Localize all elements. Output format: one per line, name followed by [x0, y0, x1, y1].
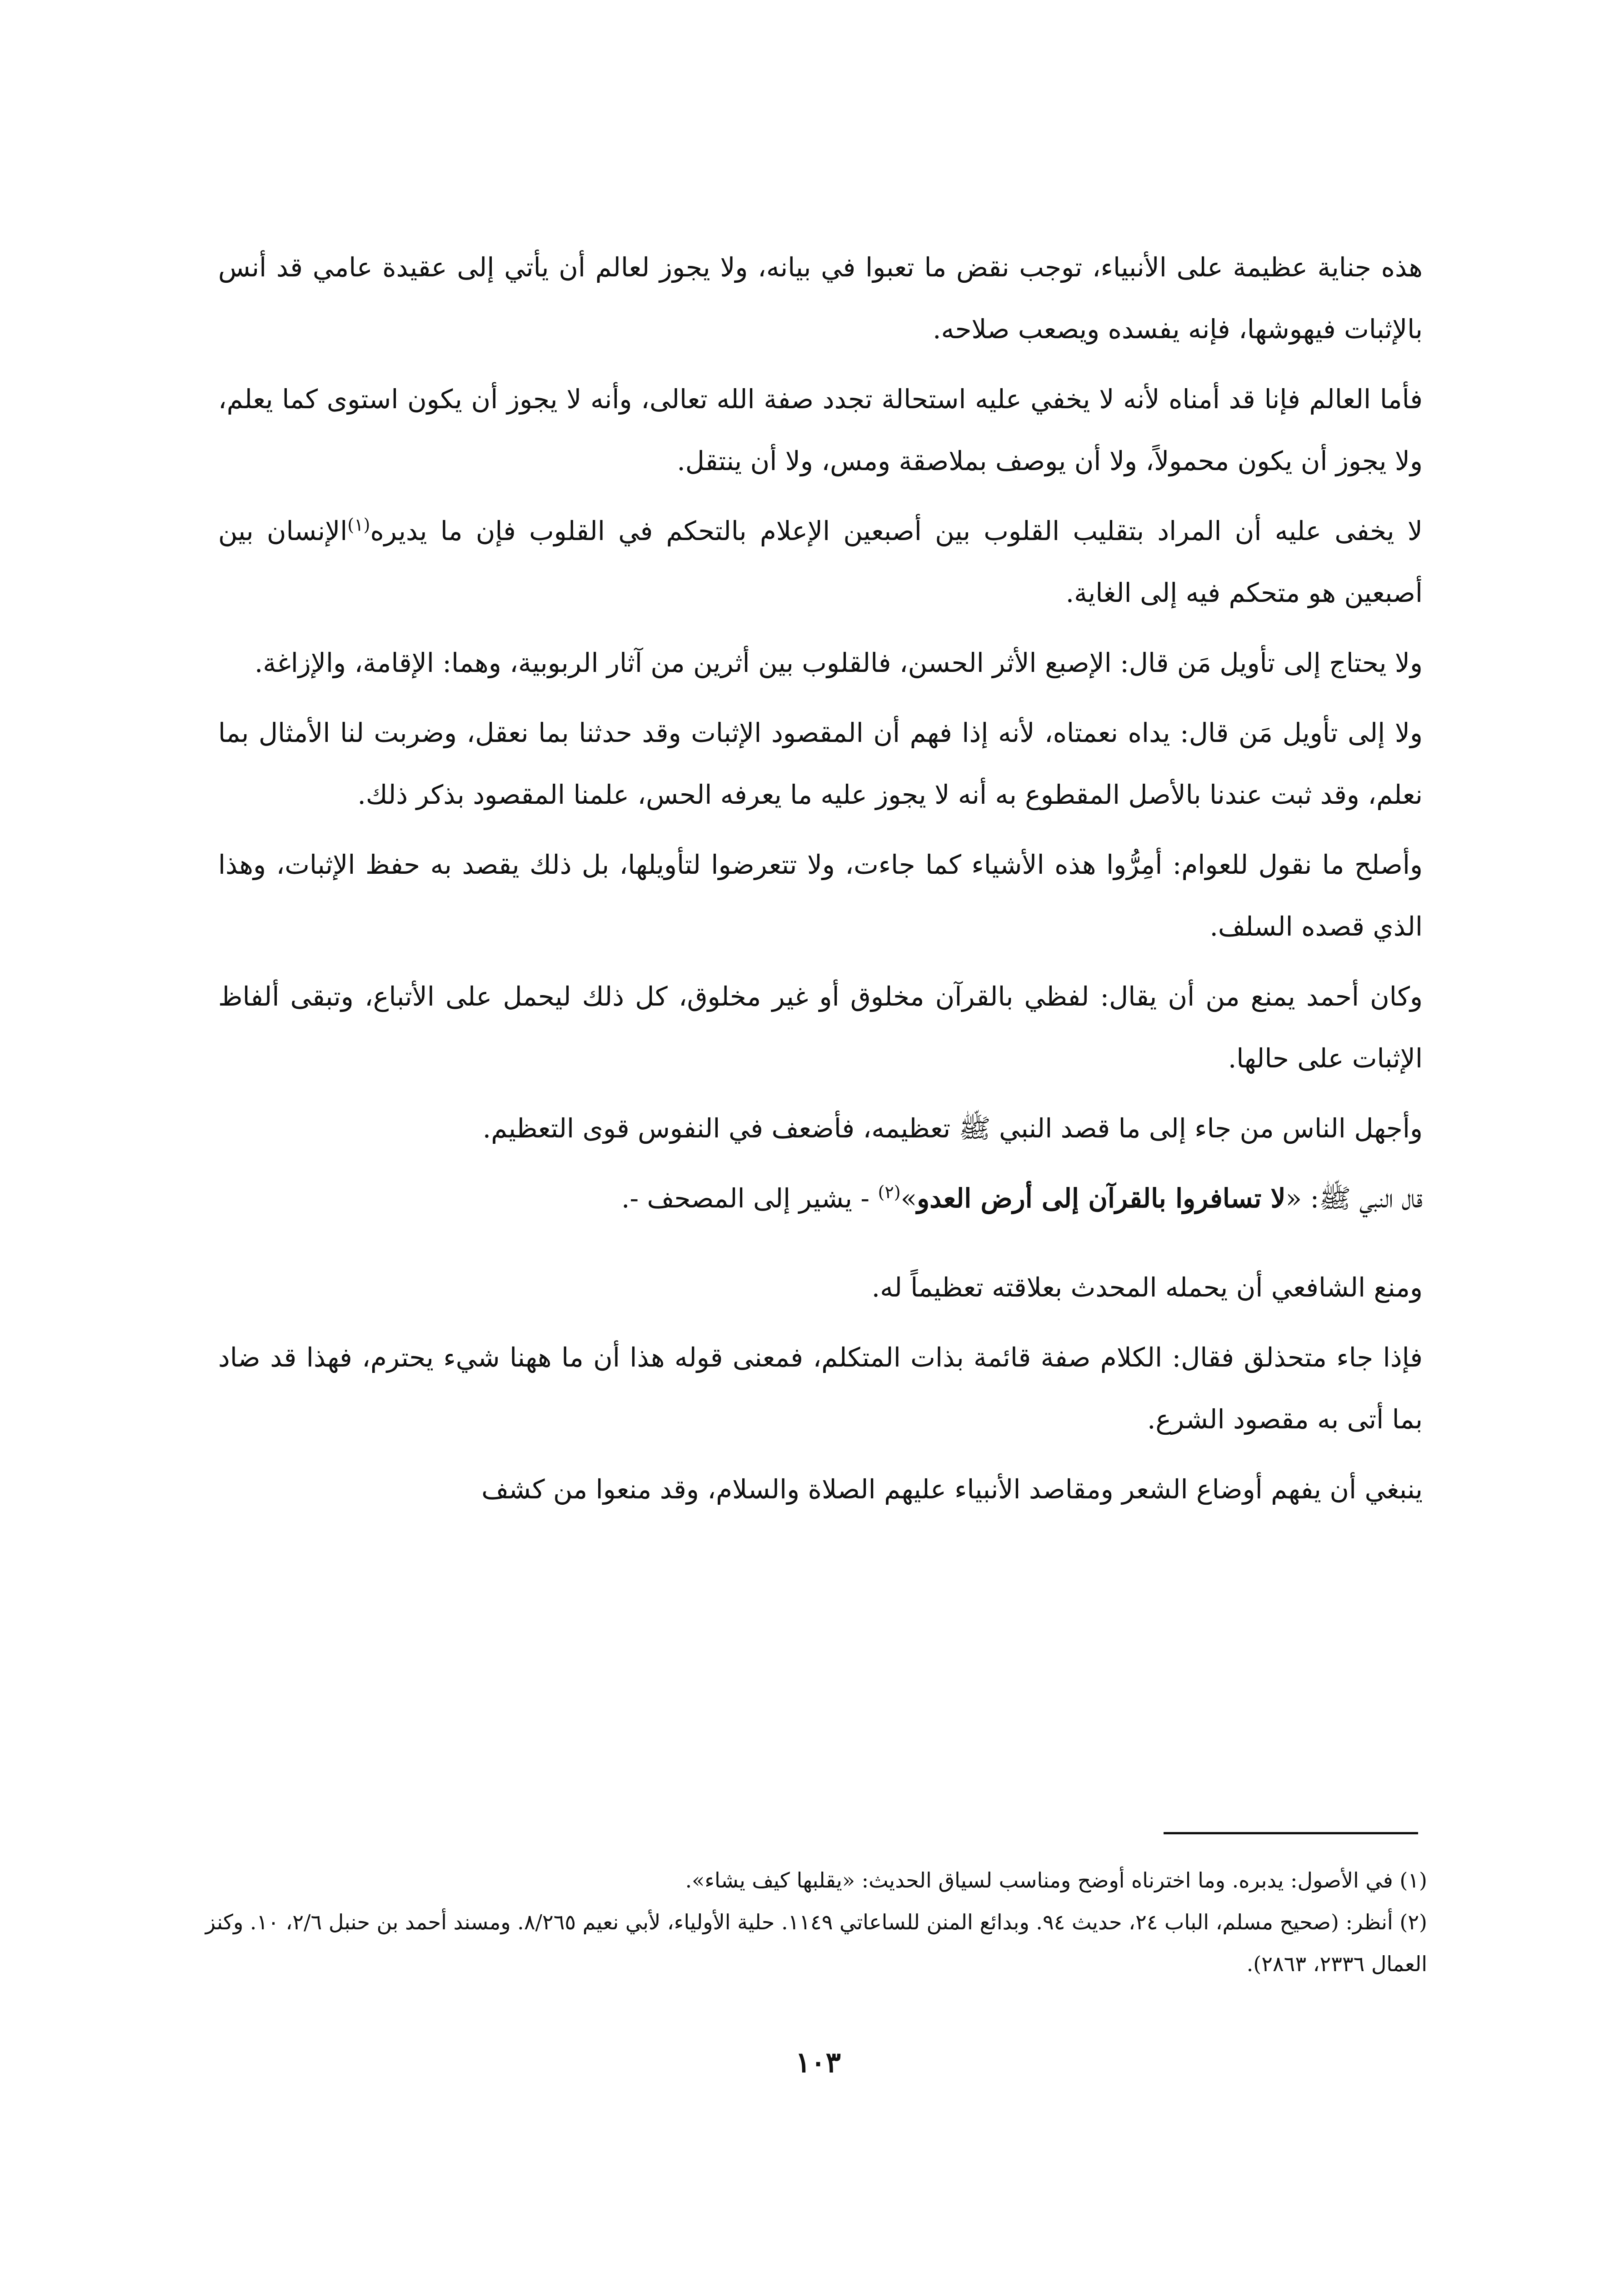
paragraph-9-text: قال النبي ﷺ: «	[1285, 1183, 1423, 1214]
paragraph-12-text: ينبغي أن يفهم أوضاع الشعر ومقاصد الأنبياء عليهم الصلاة والسلام، وقد منعوا من كشف	[481, 1474, 1423, 1505]
paragraph-5-text: ولا إلى تأويل مَن قال: يداه نعمتاه، لأنه إذا فهم أن المقصود الإثبات وقد حدثنا بما نعقل، وضربت لنا الأمثال بما نعلم، وقد ثبت عندنا بالأصل المقطوع به أنه لا يجوز عليه ما يعرفه الحس، علمنا المقصود بذكر ذلك.	[218, 717, 1423, 810]
paragraph-10-text: ومنع الشافعي أن يحمله المحدث بعلاقته تعظيماً له.	[871, 1272, 1423, 1303]
footnote-ref-1: (١)	[347, 515, 370, 535]
paragraph-3-text-end: الإنسان بين أصبعين هو متحكم فيه إلى الغاية.	[218, 516, 1423, 608]
paragraph-3-text: لا يخفى عليه أن المراد بتقليب القلوب بين أصبعين الإعلام بالتحكم في القلوب فإن ما يديره	[370, 516, 1423, 546]
paragraph-7-text: وكان أحمد يمنع من أن يقال: لفظي بالقرآن مخلوق أو غير مخلوق، كل ذلك ليحمل على الأتباع، وتبقى ألفاظ الإثبات على حالها.	[218, 981, 1423, 1074]
paragraph-4-text: ولا يحتاج إلى تأويل مَن قال: الإصبع الأثر الحسن، فالقلوب بين أثرين من آثار الربوبية، وهما: الإقامة، والإزاغة.	[254, 647, 1423, 678]
paragraph-2-text: فأما العالم فإنا قد أمناه لأنه لا يخفي عليه استحالة تجدد صفة الله تعالى، وأنه لا يجوز أن يكون استوى كما يعلم، ولا يجوز أن يكون محمولاً، ولا أن يوصف بملاصقة ومس، ولا أن ينتقل.	[218, 384, 1423, 476]
paragraph-11	[218, 1327, 1423, 1450]
paragraph-3	[218, 500, 1423, 624]
hadith-quote: لا تسافروا بالقرآن إلى أرض العدو	[917, 1183, 1286, 1214]
paragraph-11-text: فإذا جاء متحذلق فقال: الكلام صفة قائمة بذات المتكلم، فمعنى قوله هذا أن ما ههنا شيء يحترم، فهذا قد ضاد بما أتى به مقصود الشرع.	[218, 1342, 1423, 1435]
footnotes	[200, 1859, 1427, 1985]
paragraph-4	[218, 632, 1423, 694]
paragraph-2	[218, 368, 1423, 492]
paragraph-10	[218, 1257, 1423, 1318]
footnote-separator	[1164, 1832, 1418, 1834]
paragraph-5	[218, 702, 1423, 826]
paragraph-9-text-end: - يشير إلى المصحف -.	[621, 1183, 878, 1214]
main-text	[218, 236, 1423, 1520]
paragraph-6	[218, 834, 1423, 957]
paragraph-1-text: هذه جناية عظيمة على الأنبياء، توجب نقض ما تعبوا في بيانه، ولا يجوز لعالم أن يأتي إلى عقيدة عامي قد أنس بالإثبات فيهوشها، فإنه يفسده ويصعب صلاحه.	[218, 252, 1423, 345]
paragraph-6-text: وأصلح ما نقول للعوام: أمِرُّوا هذه الأشياء كما جاءت، ولا تتعرضوا لتأويلها، بل ذلك يقصد به حفظ الإثبات، وهذا الذي قصده السلف.	[218, 849, 1423, 942]
page-number: ١٠٣	[795, 2046, 841, 2079]
footnote-ref-2: (٢)	[878, 1182, 901, 1202]
paragraph-8	[218, 1097, 1423, 1159]
footnote-2: (٢) أنظر: (صحيح مسلم، الباب ٢٤، حديث ٩٤. وبدائع المنن للساعاتي ١١٤٩. حلية الأولياء، لأبي نعيم ٨/٢٦٥. ومسند أحمد بن حنبل ٢/٦، ١٠. وكنز العمال ٢٣٣٦، ٢٨٦٣).	[205, 1910, 1427, 1976]
hadith-quote-close: »	[900, 1183, 917, 1214]
paragraph-1	[218, 236, 1423, 360]
paragraph-9	[218, 1167, 1423, 1229]
paragraph-12	[218, 1458, 1423, 1520]
footnote-1: (١) في الأصول: يدبره. وما اخترناه أوضح ومناسب لسياق الحديث: «يقلبها كيف يشاء».	[685, 1868, 1427, 1892]
paragraph-7	[218, 966, 1423, 1089]
paragraph-8-text: وأجهل الناس من جاء إلى ما قصد النبي ﷺ تعظيمه، فأضعف في النفوس قوى التعظيم.	[482, 1113, 1423, 1144]
